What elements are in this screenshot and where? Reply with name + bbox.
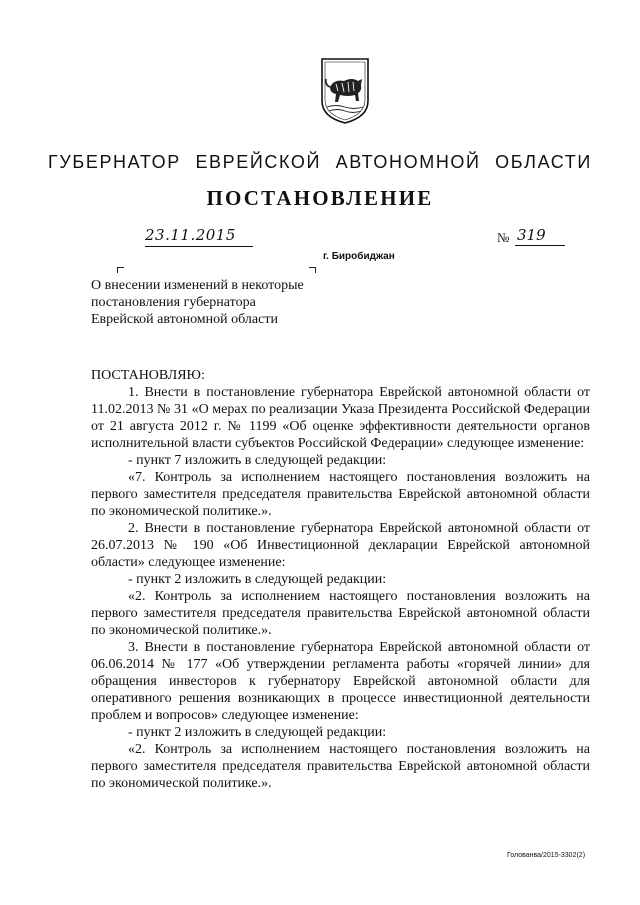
subject-line: Еврейской автономной области: [91, 312, 278, 327]
item-3-intro: 3. Внести в постановление губернатора Еврейской автономной области от 06.06.2014 № 177 «Об утверждении регламента работы «горячей линии» для обращения инвесторов к губернатору Еврейской автономной области для оперативного решения возникающих в процессе инвестиционной деятельности проблем и вопросов» следующее изменение:: [91, 640, 590, 723]
document-date: 23.11.2015: [145, 226, 236, 244]
date-underline: [145, 246, 253, 247]
coat-of-arms-tiger-icon: [318, 57, 372, 125]
item-3-sub: - пункт 2 изложить в следующей редакции:: [128, 725, 387, 740]
decree-word: ПОСТАНОВЛЯЮ:: [91, 368, 205, 383]
subject-bracket-left: [117, 267, 124, 273]
footer-document-code: Голованва/2015-3302(2): [507, 852, 586, 859]
subject-bracket-right: [309, 267, 316, 273]
item-1-intro: 1. Внести в постановление губернатора Еврейской автономной области от 11.02.2013 № 31 «О мерах по реализации Указа Президента Российской Федерации от 21 августа 2012 г. № 1199 «Об оценке эффективности деятельности органов исполнительной власти субъектов Российской Федерации» следующее изменение:: [91, 385, 590, 451]
document-date-field: [145, 226, 253, 245]
item-2-intro: 2. Внести в постановление губернатора Еврейской автономной области от 26.07.2013 № 190 «Об Инвестиционной декларации Еврейской автономной области» следующее изменение:: [91, 521, 590, 570]
document-body: [91, 367, 590, 792]
issuing-authority: ГУБЕРНАТОР ЕВРЕЙСКОЙ АВТОНОМНОЙ ОБЛАСТИ: [48, 152, 592, 172]
issue-city: г. Биробиджан: [323, 251, 395, 262]
item-1-sub: - пункт 7 изложить в следующей редакции:: [128, 453, 387, 468]
subject-line: О внесении изменений в некоторые: [91, 278, 304, 293]
document-number: 319: [517, 226, 546, 244]
document-type-title: ПОСТАНОВЛЕНИЕ: [206, 186, 434, 210]
item-2-quote: «2. Контроль за исполнением настоящего постановления возложить на первого заместителя председателя правительства Еврейской автономной области по экономической политике.».: [91, 589, 590, 638]
number-underline: [515, 245, 565, 246]
number-sign: №: [497, 230, 510, 245]
document-subject: [91, 277, 304, 328]
item-1-quote: «7. Контроль за исполнением настоящего постановления возложить на первого заместителя председателя правительства Еврейской автономной области по экономической политике.».: [91, 470, 590, 519]
item-2-sub: - пункт 2 изложить в следующей редакции:: [128, 572, 387, 587]
item-3-quote: «2. Контроль за исполнением настоящего постановления возложить на первого заместителя председателя правительства Еврейской автономной области по экономической политике.».: [91, 742, 590, 791]
subject-line: постановления губернатора: [91, 295, 256, 310]
